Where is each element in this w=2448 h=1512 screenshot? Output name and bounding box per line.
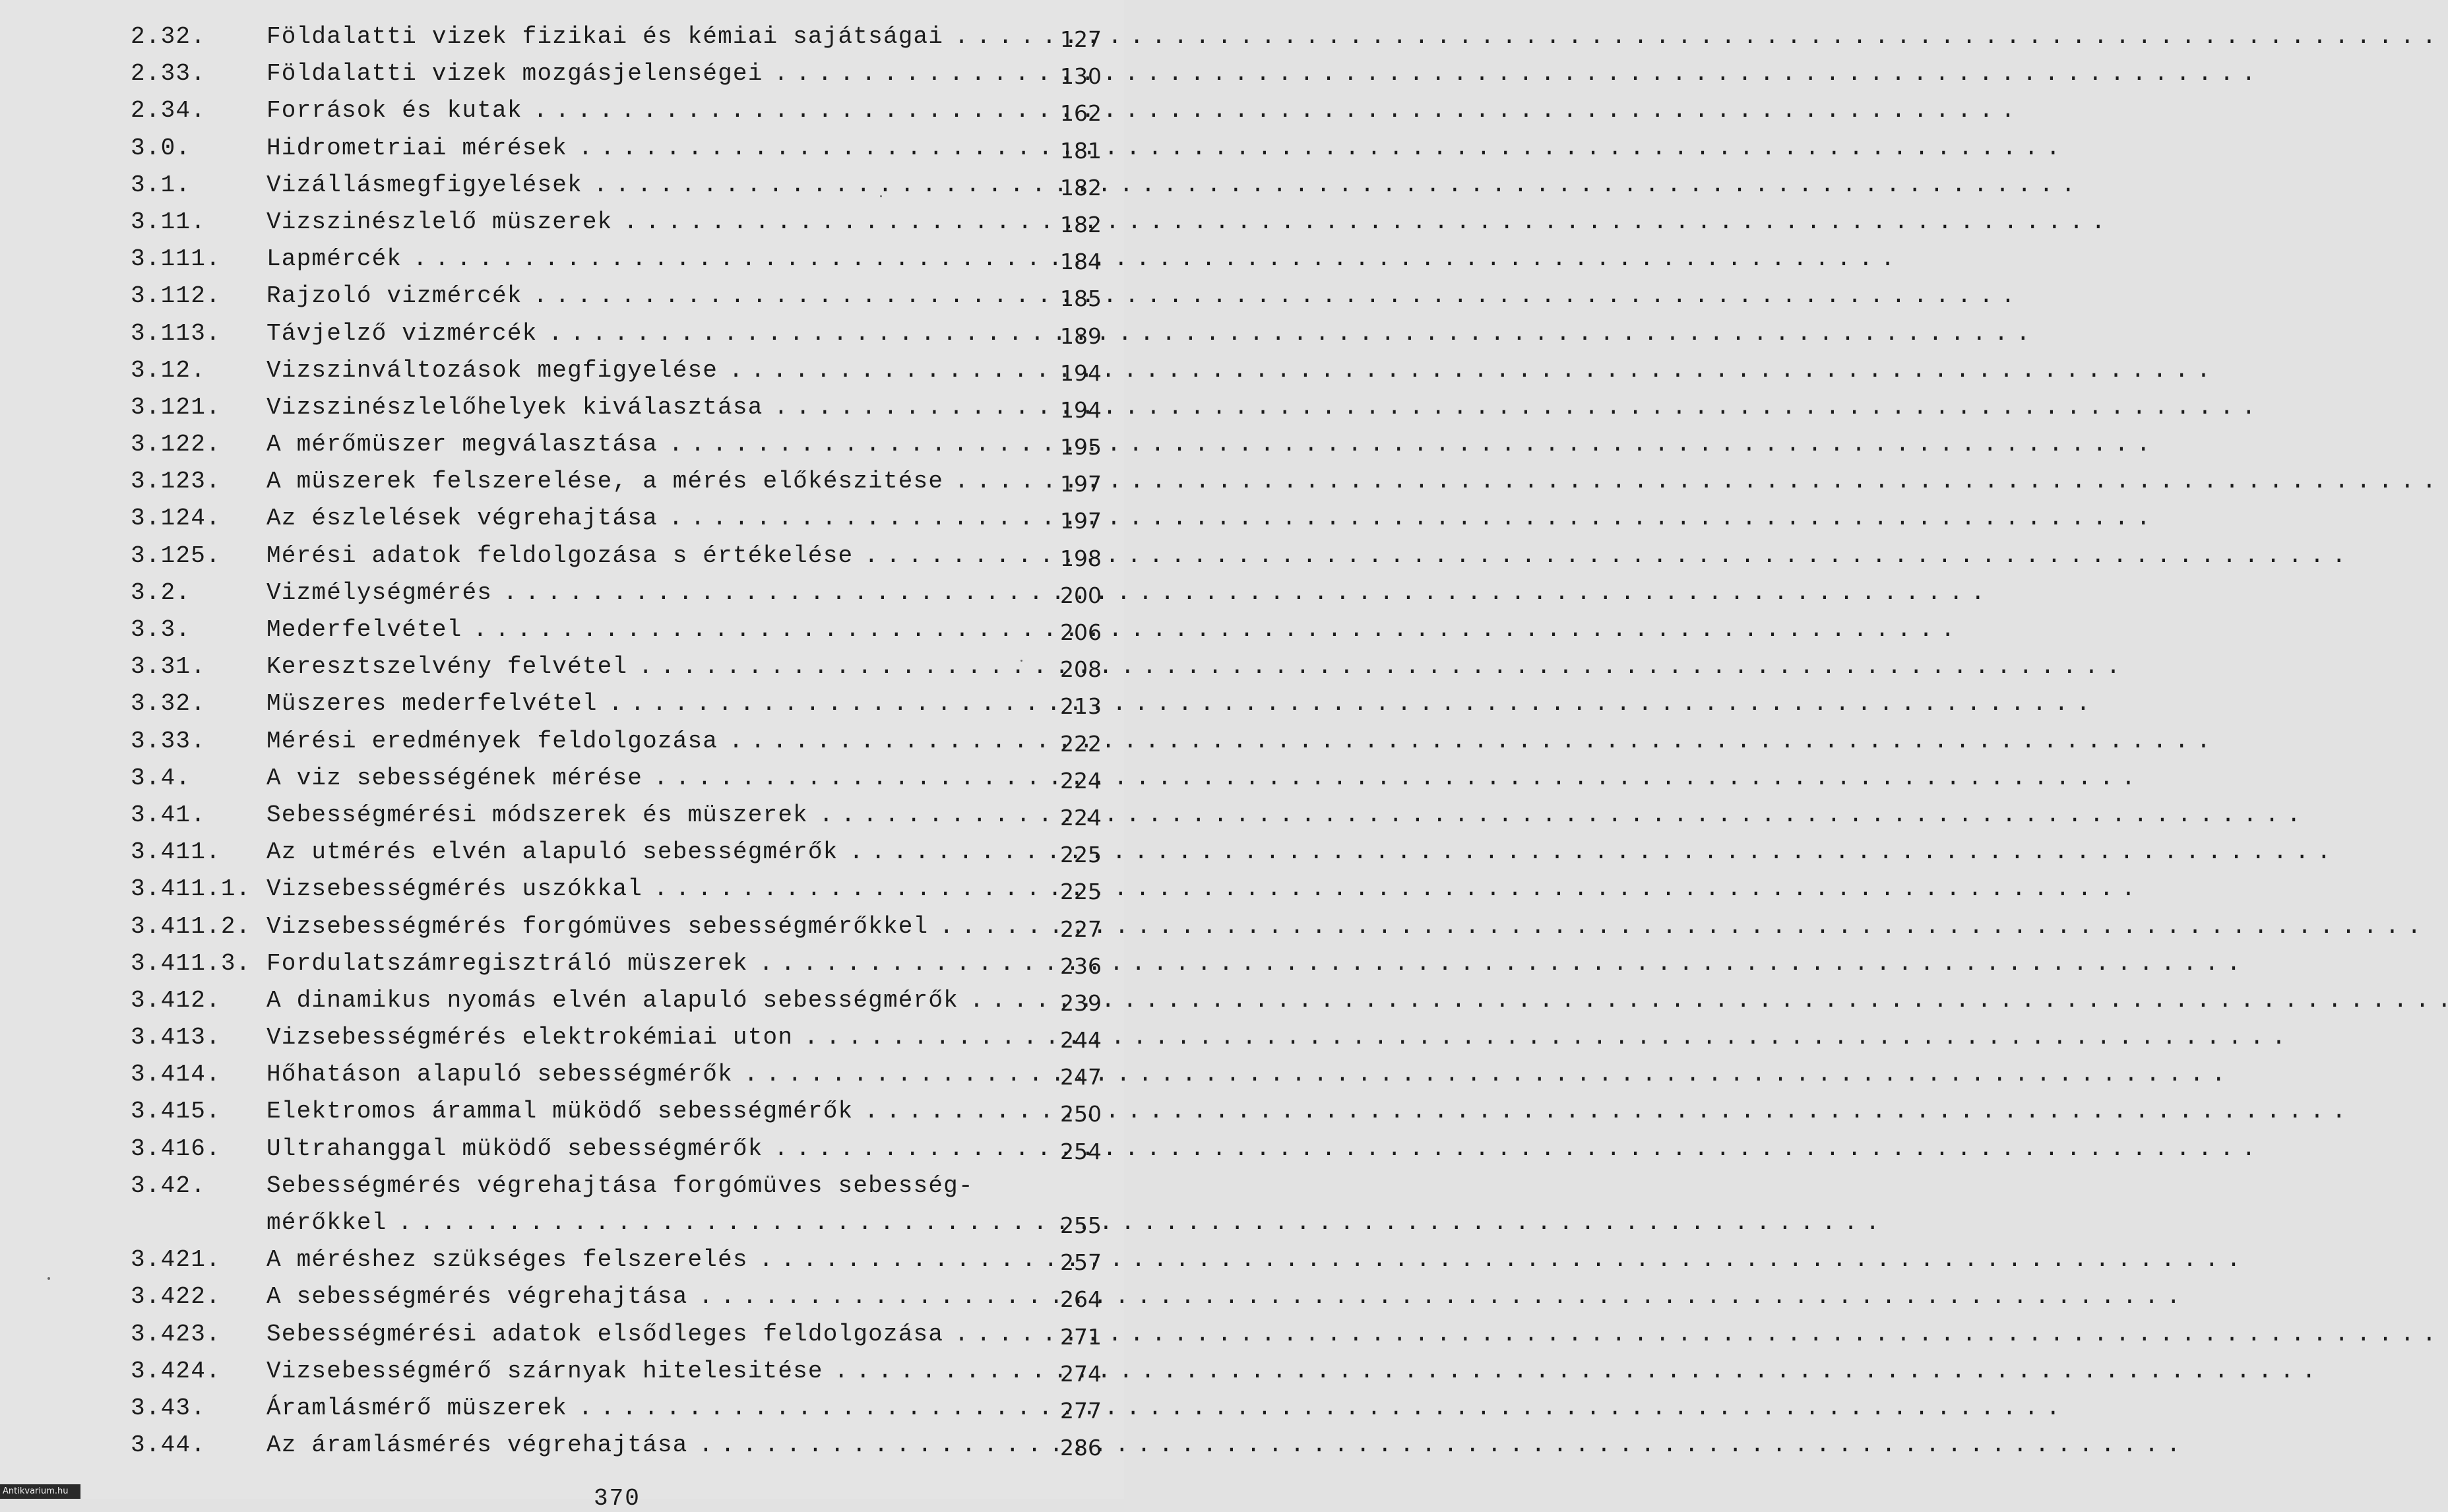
toc-entry: [0, 167, 1124, 204]
section-number: 3.124.: [131, 505, 221, 532]
section-title: Távjelző vizmércék: [267, 319, 538, 347]
section-number: 3.2.: [131, 579, 191, 606]
section-page-number: 277: [1060, 1397, 1102, 1424]
section-number: 3.121.: [131, 393, 221, 421]
section-page-number: 286: [1060, 1435, 1102, 1461]
section-number: 3.411.3.: [131, 949, 251, 977]
section-title: A méréshez szükséges felszerelés: [267, 1246, 748, 1274]
section-title-leader: [267, 1131, 1003, 1168]
section-page-number: 247: [1060, 1064, 1102, 1090]
section-title: Ultrahanggal müködő sebességmérők: [267, 1135, 763, 1162]
section-title: Vizsebességmérés forgómüves sebességmérőkkel: [267, 912, 929, 940]
section-title-leader: [267, 834, 1003, 871]
section-title: A müszerek felszerelése, a mérés előkészitése: [267, 468, 944, 495]
section-page-number: 257: [1060, 1249, 1102, 1276]
toc-entry: [0, 278, 1124, 315]
toc-entry: [0, 315, 1124, 352]
toc-entry: [0, 982, 1124, 1019]
section-page-number: 181: [1060, 137, 1102, 164]
section-title: Vizszinváltozások megfigyelése: [267, 356, 718, 384]
section-page-number: 182: [1060, 174, 1102, 201]
section-title-leader: [267, 500, 1003, 537]
section-title-leader: [267, 575, 1003, 612]
toc-entry: [0, 389, 1124, 426]
section-title-leader: [267, 1353, 1003, 1390]
section-page-number: 195: [1060, 434, 1102, 460]
section-title-line1: Sebességmérés végrehajtása forgómüves sebesség-: [267, 1172, 974, 1199]
toc-entry: [0, 648, 1124, 685]
section-number: 3.1.: [131, 171, 191, 199]
section-number: 3.122.: [131, 431, 221, 458]
toc-entry: [0, 1093, 1124, 1130]
section-number: 3.32.: [131, 690, 206, 718]
section-title: A mérőmüszer megválasztása: [267, 431, 658, 458]
toc-entry: [0, 908, 1124, 945]
section-title-leader: [267, 612, 1003, 648]
section-title-leader: [267, 723, 1003, 760]
toc-entry: [0, 575, 1124, 612]
section-title-leader: [267, 1390, 1003, 1427]
section-page-number: 198: [1060, 545, 1102, 571]
toc-entry: [0, 1427, 1124, 1464]
section-page-number: 200: [1060, 582, 1102, 608]
section-page-number: 227: [1060, 916, 1102, 942]
section-title: A viz sebességének mérése: [267, 764, 643, 792]
section-number: 3.41.: [131, 801, 206, 829]
section-title-leader: [267, 426, 1003, 463]
toc-entry: [0, 1131, 1124, 1168]
section-number: 3.411.2.: [131, 912, 251, 940]
section-title-leader: [267, 1242, 1003, 1278]
section-page-number: 222: [1060, 730, 1102, 757]
section-title: Források és kutak: [267, 97, 522, 125]
section-number: 3.44.: [131, 1432, 206, 1459]
section-title: Sebességmérési módszerek és müszerek: [267, 801, 808, 829]
section-title-leader: [267, 55, 1003, 92]
section-title: Földalatti vizek mozgásjelenségei: [267, 60, 763, 88]
section-page-number: 194: [1060, 396, 1102, 423]
section-title-leader: [267, 945, 1003, 982]
section-title-leader: [267, 1019, 1003, 1056]
document-page: [0, 0, 1124, 1512]
section-title: Az utmérés elvén alapuló sebességmérők: [267, 838, 838, 866]
toc-entry: [0, 612, 1124, 648]
toc-entry: [0, 18, 1124, 55]
section-page-number: 225: [1060, 879, 1102, 905]
section-number: 3.125.: [131, 542, 221, 569]
section-number: 3.42.: [131, 1172, 206, 1199]
toc-entry: [0, 241, 1124, 278]
section-page-number: 194: [1060, 360, 1102, 386]
section-page-number: 208: [1060, 656, 1102, 683]
section-number: 3.411.1.: [131, 875, 251, 903]
section-title-leader: [267, 1278, 1003, 1315]
toc-entry: [0, 834, 1124, 871]
section-number: 3.12.: [131, 356, 206, 384]
section-page-number: 254: [1060, 1138, 1102, 1164]
toc-entry: [0, 723, 1124, 760]
section-title-leader: [267, 685, 1003, 722]
toc-entry: [0, 130, 1124, 167]
section-title: Vizsebességmérés elektrokémiai uton: [267, 1024, 794, 1052]
section-number: 3.421.: [131, 1246, 221, 1274]
section-number: 3.414.: [131, 1061, 221, 1088]
section-number: 3.31.: [131, 653, 206, 681]
section-title: Az áramlásmérés végrehajtása: [267, 1432, 688, 1459]
section-number: 3.422.: [131, 1283, 221, 1311]
section-number: 3.3.: [131, 616, 191, 643]
toc-entry: [0, 500, 1124, 537]
section-title: Müszeres mederfelvétel: [267, 690, 598, 718]
section-number: 3.423.: [131, 1320, 221, 1348]
section-page-number: 250: [1060, 1101, 1102, 1127]
section-page-number: 213: [1060, 693, 1102, 720]
section-number: 3.0.: [131, 134, 191, 162]
page-number: 370: [594, 1485, 641, 1512]
section-title: Vizsebességmérés uszókkal: [267, 875, 643, 903]
section-title: Vizszinészlelő müszerek: [267, 208, 613, 236]
section-page-number: 127: [1060, 26, 1102, 52]
section-title-leader: [267, 130, 1003, 167]
section-title: Hőhatáson alapuló sebességmérők: [267, 1061, 733, 1088]
section-title: Lapmércék: [267, 245, 402, 273]
section-page-number: 264: [1060, 1286, 1102, 1313]
section-page-number: 130: [1060, 63, 1102, 90]
section-number: 2.33.: [131, 60, 206, 88]
section-title-leader: [267, 871, 1003, 908]
toc-entry: [0, 463, 1124, 500]
section-page-number: 197: [1060, 508, 1102, 534]
section-title: Hidrometriai mérések: [267, 134, 568, 162]
toc-entry: [0, 1019, 1124, 1056]
section-title: Elektromos árammal müködő sebességmérők: [267, 1098, 854, 1125]
section-page-number: 255: [1060, 1212, 1102, 1238]
section-title-leader: [267, 1427, 1003, 1464]
section-title: Vizsebességmérő szárnyak hitelesitése: [267, 1357, 823, 1385]
section-title-leader: [267, 648, 1003, 685]
section-page-number: 184: [1060, 249, 1102, 275]
section-number: 3.413.: [131, 1024, 221, 1052]
section-number: 3.4.: [131, 764, 191, 792]
section-number: 2.34.: [131, 97, 206, 125]
section-title-leader: [267, 1056, 1003, 1093]
section-title: Földalatti vizek fizikai és kémiai sajátságai: [267, 23, 944, 50]
toc-entry: [0, 204, 1124, 241]
toc-entry: [0, 352, 1124, 389]
toc-entry: [0, 1353, 1124, 1390]
section-title-leader: [267, 278, 1003, 315]
toc-entry: [0, 760, 1124, 797]
section-title-leader: [267, 1093, 1003, 1130]
section-title-line2: mérőkkel: [267, 1209, 387, 1236]
section-page-number: 189: [1060, 323, 1102, 349]
section-title-leader: [267, 1316, 1003, 1353]
section-page-number: 225: [1060, 842, 1102, 868]
section-title: Mérési adatok feldolgozása s értékelése: [267, 542, 854, 569]
section-title-leader: [267, 1205, 1003, 1242]
section-number: 3.412.: [131, 986, 221, 1014]
section-title-leader: [267, 463, 1003, 500]
toc-entry: [0, 1316, 1124, 1353]
section-title: A sebességmérés végrehajtása: [267, 1283, 688, 1311]
section-title-leader: [267, 167, 1003, 204]
toc-entry: [0, 426, 1124, 463]
section-title: Keresztszelvény felvétel: [267, 653, 628, 681]
section-title: A dinamikus nyomás elvén alapuló sebességmérők: [267, 986, 958, 1014]
section-title-leader: [267, 315, 1003, 352]
section-page-number: 239: [1060, 990, 1102, 1016]
section-title: Rajzoló vizmércék: [267, 282, 522, 310]
toc-entry: [0, 797, 1124, 834]
section-number: 3.112.: [131, 282, 221, 310]
section-title: Sebességmérési adatok elsődleges feldolgozása: [267, 1320, 944, 1348]
section-title-leader: [267, 760, 1003, 797]
section-page-number: 236: [1060, 953, 1102, 979]
section-number: 3.123.: [131, 468, 221, 495]
section-number: 2.32.: [131, 23, 206, 50]
toc-entry: [0, 685, 1124, 722]
section-title-leader: [267, 908, 1003, 945]
section-page-number: 271: [1060, 1323, 1102, 1350]
section-number: 3.416.: [131, 1135, 221, 1162]
section-page-number: 185: [1060, 286, 1102, 312]
toc-entry: [0, 1390, 1124, 1427]
section-title-leader: [267, 389, 1003, 426]
section-title-leader: [267, 982, 1003, 1019]
section-number: 3.411.: [131, 838, 221, 866]
toc-entry: [0, 1278, 1124, 1315]
section-page-number: 244: [1060, 1027, 1102, 1054]
paper-speck: [47, 1277, 50, 1280]
section-page-number: 162: [1060, 100, 1102, 127]
toc-entry-wrapped: [0, 1168, 1124, 1242]
section-title: Vizszinészlelőhelyek kiválasztása: [267, 393, 763, 421]
table-of-contents: [0, 18, 1124, 1464]
section-title: Az észlelések végrehajtása: [267, 505, 658, 532]
section-title: Fordulatszámregisztráló müszerek: [267, 949, 748, 977]
toc-entry: [0, 1056, 1124, 1093]
section-number: 3.33.: [131, 727, 206, 755]
section-page-number: 224: [1060, 767, 1102, 794]
section-title: Mérési eredmények feldolgozása: [267, 727, 718, 755]
section-title-leader: [267, 204, 1003, 241]
section-title-leader: [267, 241, 1003, 278]
paper-speck: [880, 195, 882, 197]
section-title: Vizállásmegfigyelések: [267, 171, 582, 199]
section-page-number: 182: [1060, 211, 1102, 237]
section-page-number: 206: [1060, 619, 1102, 645]
toc-entry: [0, 55, 1124, 92]
toc-entry: [0, 871, 1124, 908]
section-page-number: 224: [1060, 804, 1102, 831]
watermark: Antikvarium.hu: [0, 1484, 80, 1499]
section-number: 3.113.: [131, 319, 221, 347]
toc-entry: [0, 945, 1124, 982]
paper-speck: [1020, 660, 1022, 662]
section-title-leader: [267, 92, 1003, 129]
toc-entry: [0, 92, 1124, 129]
section-title-leader: [267, 797, 1003, 834]
section-title: Mederfelvétel: [267, 616, 462, 643]
section-number: 3.111.: [131, 245, 221, 273]
section-title-leader: [267, 18, 1003, 55]
toc-entry: [0, 538, 1124, 575]
section-page-number: 197: [1060, 471, 1102, 497]
section-number: 3.11.: [131, 208, 206, 236]
section-number: 3.424.: [131, 1357, 221, 1385]
section-number: 3.43.: [131, 1394, 206, 1422]
section-title-leader: [267, 538, 1003, 575]
section-title-leader: [267, 352, 1003, 389]
toc-entry: [0, 1242, 1124, 1278]
section-page-number: 274: [1060, 1360, 1102, 1387]
section-number: 3.415.: [131, 1098, 221, 1125]
section-title: Áramlásmérő müszerek: [267, 1394, 568, 1422]
section-title: Vizmélységmérés: [267, 579, 493, 606]
